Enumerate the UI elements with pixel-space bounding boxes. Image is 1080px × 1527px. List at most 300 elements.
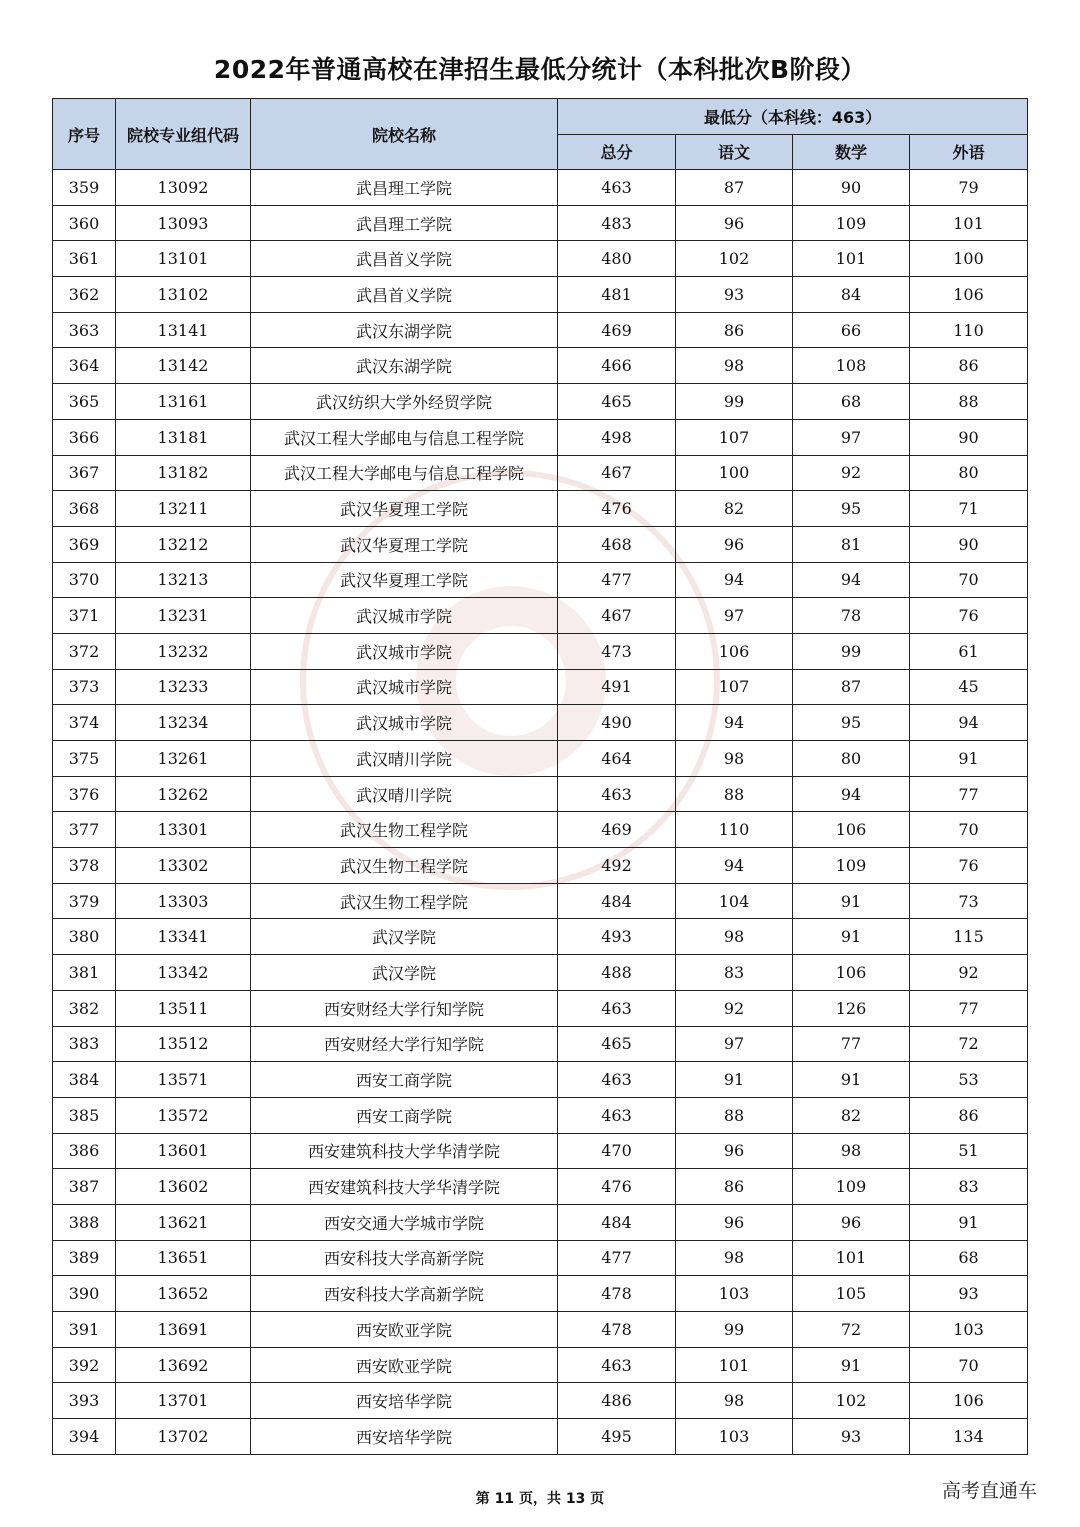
cell-math: 91	[793, 1347, 910, 1383]
cell-school: 西安财经大学行知学院	[251, 990, 558, 1026]
cell-math: 94	[793, 562, 910, 598]
cell-seq: 366	[53, 419, 116, 455]
cell-seq: 367	[53, 455, 116, 491]
cell-seq: 371	[53, 598, 116, 634]
cell-seq: 365	[53, 384, 116, 420]
cell-chinese: 87	[676, 170, 793, 206]
cell-school: 武汉生物工程学院	[251, 848, 558, 884]
cell-chinese: 106	[676, 633, 793, 669]
cell-foreign: 76	[910, 598, 1028, 634]
cell-total: 478	[558, 1312, 676, 1348]
cell-total: 477	[558, 562, 676, 598]
cell-chinese: 107	[676, 669, 793, 705]
cell-seq: 368	[53, 491, 116, 527]
table-row	[53, 170, 1028, 206]
cell-seq: 382	[53, 990, 116, 1026]
cell-code: 13303	[116, 883, 251, 919]
cell-math: 106	[793, 812, 910, 848]
cell-chinese: 94	[676, 705, 793, 741]
cell-school: 武汉城市学院	[251, 598, 558, 634]
cell-math: 105	[793, 1276, 910, 1312]
cell-total: 469	[558, 312, 676, 348]
cell-chinese: 104	[676, 883, 793, 919]
cell-school: 武汉城市学院	[251, 669, 558, 705]
table-row	[53, 491, 1028, 527]
table-row	[53, 562, 1028, 598]
cell-code: 13601	[116, 1133, 251, 1169]
cell-total: 465	[558, 1026, 676, 1062]
cell-school: 西安科技大学高新学院	[251, 1240, 558, 1276]
cell-math: 93	[793, 1419, 910, 1455]
cell-total: 465	[558, 384, 676, 420]
cell-math: 77	[793, 1026, 910, 1062]
cell-math: 97	[793, 419, 910, 455]
cell-school: 武汉晴川学院	[251, 741, 558, 777]
cell-code: 13092	[116, 170, 251, 206]
cell-math: 106	[793, 955, 910, 991]
table-row	[53, 598, 1028, 634]
cell-total: 488	[558, 955, 676, 991]
header-math: 数学	[793, 134, 910, 170]
score-table	[52, 98, 1028, 1455]
cell-chinese: 103	[676, 1419, 793, 1455]
table-row	[53, 1347, 1028, 1383]
cell-foreign: 91	[910, 741, 1028, 777]
cell-chinese: 98	[676, 1240, 793, 1276]
header-foreign: 外语	[910, 134, 1028, 170]
cell-school: 武汉学院	[251, 955, 558, 991]
cell-code: 13234	[116, 705, 251, 741]
cell-foreign: 76	[910, 848, 1028, 884]
cell-math: 95	[793, 705, 910, 741]
cell-math: 109	[793, 848, 910, 884]
cell-math: 95	[793, 491, 910, 527]
cell-school: 武汉华夏理工学院	[251, 526, 558, 562]
cell-foreign: 73	[910, 883, 1028, 919]
cell-code: 13511	[116, 990, 251, 1026]
cell-school: 武汉东湖学院	[251, 312, 558, 348]
cell-foreign: 71	[910, 491, 1028, 527]
cell-total: 495	[558, 1419, 676, 1455]
cell-code: 13093	[116, 205, 251, 241]
cell-chinese: 103	[676, 1276, 793, 1312]
cell-foreign: 93	[910, 1276, 1028, 1312]
cell-seq: 364	[53, 348, 116, 384]
header-school: 院校名称	[251, 99, 558, 170]
cell-school: 武汉东湖学院	[251, 348, 558, 384]
cell-school: 西安培华学院	[251, 1383, 558, 1419]
table-row	[53, 955, 1028, 991]
cell-code: 13142	[116, 348, 251, 384]
cell-total: 477	[558, 1240, 676, 1276]
cell-seq: 392	[53, 1347, 116, 1383]
cell-seq: 378	[53, 848, 116, 884]
cell-chinese: 86	[676, 1169, 793, 1205]
cell-foreign: 70	[910, 812, 1028, 848]
cell-foreign: 134	[910, 1419, 1028, 1455]
cell-school: 武汉学院	[251, 919, 558, 955]
cell-total: 484	[558, 1204, 676, 1240]
cell-math: 126	[793, 990, 910, 1026]
cell-seq: 385	[53, 1097, 116, 1133]
header-total: 总分	[558, 134, 676, 170]
table-row	[53, 812, 1028, 848]
cell-school: 武汉工程大学邮电与信息工程学院	[251, 455, 558, 491]
cell-seq: 361	[53, 241, 116, 277]
cell-foreign: 101	[910, 205, 1028, 241]
cell-seq: 372	[53, 633, 116, 669]
cell-seq: 359	[53, 170, 116, 206]
cell-total: 463	[558, 1062, 676, 1098]
table-row	[53, 241, 1028, 277]
cell-foreign: 100	[910, 241, 1028, 277]
cell-school: 武汉城市学院	[251, 633, 558, 669]
cell-code: 13692	[116, 1347, 251, 1383]
cell-code: 13161	[116, 384, 251, 420]
cell-math: 99	[793, 633, 910, 669]
cell-foreign: 115	[910, 919, 1028, 955]
cell-code: 13691	[116, 1312, 251, 1348]
header-code: 院校专业组代码	[116, 99, 251, 170]
cell-chinese: 110	[676, 812, 793, 848]
cell-foreign: 90	[910, 526, 1028, 562]
header-seq: 序号	[53, 99, 116, 170]
cell-seq: 388	[53, 1204, 116, 1240]
cell-total: 463	[558, 1347, 676, 1383]
cell-math: 90	[793, 170, 910, 206]
cell-school: 西安建筑科技大学华清学院	[251, 1133, 558, 1169]
cell-chinese: 88	[676, 1097, 793, 1133]
cell-seq: 375	[53, 741, 116, 777]
cell-total: 484	[558, 883, 676, 919]
cell-school: 西安工商学院	[251, 1062, 558, 1098]
cell-code: 13572	[116, 1097, 251, 1133]
cell-school: 西安交通大学城市学院	[251, 1204, 558, 1240]
table-row	[53, 455, 1028, 491]
cell-code: 13232	[116, 633, 251, 669]
cell-total: 464	[558, 741, 676, 777]
cell-foreign: 103	[910, 1312, 1028, 1348]
cell-foreign: 70	[910, 562, 1028, 598]
cell-foreign: 61	[910, 633, 1028, 669]
cell-foreign: 88	[910, 384, 1028, 420]
cell-code: 13702	[116, 1419, 251, 1455]
cell-math: 109	[793, 205, 910, 241]
header-min-score-group: 最低分（本科线：463）	[558, 99, 1028, 135]
table-row	[53, 883, 1028, 919]
cell-code: 13212	[116, 526, 251, 562]
cell-total: 483	[558, 205, 676, 241]
cell-seq: 387	[53, 1169, 116, 1205]
cell-total: 469	[558, 812, 676, 848]
cell-chinese: 86	[676, 312, 793, 348]
cell-code: 13182	[116, 455, 251, 491]
cell-seq: 389	[53, 1240, 116, 1276]
table-row	[53, 848, 1028, 884]
table-row	[53, 1169, 1028, 1205]
brand-watermark-text: 高考直通车	[942, 1480, 1038, 1502]
cell-math: 91	[793, 883, 910, 919]
cell-school: 武昌理工学院	[251, 170, 558, 206]
cell-math: 92	[793, 455, 910, 491]
cell-chinese: 91	[676, 1062, 793, 1098]
cell-code: 13301	[116, 812, 251, 848]
cell-seq: 383	[53, 1026, 116, 1062]
cell-chinese: 98	[676, 919, 793, 955]
cell-chinese: 94	[676, 562, 793, 598]
table-row	[53, 1419, 1028, 1455]
table-row	[53, 1312, 1028, 1348]
cell-school: 武汉生物工程学院	[251, 883, 558, 919]
cell-chinese: 107	[676, 419, 793, 455]
cell-seq: 373	[53, 669, 116, 705]
cell-chinese: 96	[676, 526, 793, 562]
cell-total: 498	[558, 419, 676, 455]
cell-total: 476	[558, 1169, 676, 1205]
cell-code: 13342	[116, 955, 251, 991]
cell-total: 481	[558, 277, 676, 313]
cell-math: 94	[793, 776, 910, 812]
cell-school: 武汉生物工程学院	[251, 812, 558, 848]
cell-code: 13181	[116, 419, 251, 455]
cell-school: 武昌首义学院	[251, 241, 558, 277]
cell-math: 66	[793, 312, 910, 348]
cell-code: 13101	[116, 241, 251, 277]
cell-math: 82	[793, 1097, 910, 1133]
cell-code: 13621	[116, 1204, 251, 1240]
cell-code: 13652	[116, 1276, 251, 1312]
cell-seq: 379	[53, 883, 116, 919]
cell-seq: 386	[53, 1133, 116, 1169]
table-row	[53, 205, 1028, 241]
cell-seq: 370	[53, 562, 116, 598]
cell-foreign: 80	[910, 455, 1028, 491]
cell-foreign: 110	[910, 312, 1028, 348]
cell-total: 467	[558, 598, 676, 634]
cell-foreign: 92	[910, 955, 1028, 991]
cell-total: 480	[558, 241, 676, 277]
cell-chinese: 99	[676, 384, 793, 420]
cell-school: 武昌首义学院	[251, 277, 558, 313]
cell-foreign: 91	[910, 1204, 1028, 1240]
cell-chinese: 96	[676, 205, 793, 241]
cell-foreign: 77	[910, 776, 1028, 812]
cell-chinese: 101	[676, 1347, 793, 1383]
cell-school: 武汉华夏理工学院	[251, 562, 558, 598]
cell-code: 13602	[116, 1169, 251, 1205]
cell-foreign: 90	[910, 419, 1028, 455]
table-row	[53, 1383, 1028, 1419]
table-row	[53, 990, 1028, 1026]
cell-foreign: 77	[910, 990, 1028, 1026]
cell-code: 13262	[116, 776, 251, 812]
cell-foreign: 83	[910, 1169, 1028, 1205]
cell-math: 87	[793, 669, 910, 705]
cell-chinese: 98	[676, 1383, 793, 1419]
table-row	[53, 1026, 1028, 1062]
table-row	[53, 419, 1028, 455]
cell-total: 476	[558, 491, 676, 527]
cell-total: 478	[558, 1276, 676, 1312]
cell-total: 492	[558, 848, 676, 884]
cell-school: 西安科技大学高新学院	[251, 1276, 558, 1312]
cell-seq: 394	[53, 1419, 116, 1455]
cell-code: 13701	[116, 1383, 251, 1419]
cell-total: 463	[558, 1097, 676, 1133]
cell-school: 西安建筑科技大学华清学院	[251, 1169, 558, 1205]
cell-seq: 391	[53, 1312, 116, 1348]
cell-foreign: 53	[910, 1062, 1028, 1098]
cell-code: 13231	[116, 598, 251, 634]
cell-chinese: 88	[676, 776, 793, 812]
table-row	[53, 1097, 1028, 1133]
cell-seq: 369	[53, 526, 116, 562]
cell-foreign: 45	[910, 669, 1028, 705]
cell-math: 80	[793, 741, 910, 777]
cell-school: 西安工商学院	[251, 1097, 558, 1133]
cell-chinese: 97	[676, 598, 793, 634]
table-row	[53, 776, 1028, 812]
cell-foreign: 51	[910, 1133, 1028, 1169]
table-row	[53, 1204, 1028, 1240]
cell-foreign: 86	[910, 1097, 1028, 1133]
cell-seq: 381	[53, 955, 116, 991]
cell-school: 西安财经大学行知学院	[251, 1026, 558, 1062]
cell-chinese: 83	[676, 955, 793, 991]
table-row	[53, 526, 1028, 562]
cell-code: 13302	[116, 848, 251, 884]
cell-chinese: 82	[676, 491, 793, 527]
cell-code: 13341	[116, 919, 251, 955]
cell-total: 491	[558, 669, 676, 705]
cell-school: 武昌理工学院	[251, 205, 558, 241]
cell-chinese: 96	[676, 1204, 793, 1240]
table-row	[53, 705, 1028, 741]
cell-chinese: 100	[676, 455, 793, 491]
cell-code: 13651	[116, 1240, 251, 1276]
cell-math: 91	[793, 919, 910, 955]
cell-math: 81	[793, 526, 910, 562]
cell-foreign: 70	[910, 1347, 1028, 1383]
cell-math: 108	[793, 348, 910, 384]
cell-seq: 374	[53, 705, 116, 741]
cell-math: 98	[793, 1133, 910, 1169]
table-row	[53, 669, 1028, 705]
cell-school: 西安培华学院	[251, 1419, 558, 1455]
cell-math: 68	[793, 384, 910, 420]
cell-school: 武汉华夏理工学院	[251, 491, 558, 527]
cell-chinese: 98	[676, 741, 793, 777]
cell-math: 91	[793, 1062, 910, 1098]
table-row	[53, 1062, 1028, 1098]
page-footer: 第 11 页，共 13 页	[475, 1491, 605, 1507]
cell-school: 武汉纺织大学外经贸学院	[251, 384, 558, 420]
cell-total: 473	[558, 633, 676, 669]
cell-total: 467	[558, 455, 676, 491]
table-row	[53, 1240, 1028, 1276]
cell-math: 101	[793, 1240, 910, 1276]
cell-total: 463	[558, 776, 676, 812]
cell-seq: 363	[53, 312, 116, 348]
cell-chinese: 94	[676, 848, 793, 884]
table-row	[53, 919, 1028, 955]
cell-math: 96	[793, 1204, 910, 1240]
cell-foreign: 106	[910, 1383, 1028, 1419]
cell-chinese: 98	[676, 348, 793, 384]
cell-foreign: 106	[910, 277, 1028, 313]
cell-code: 13102	[116, 277, 251, 313]
cell-code: 13233	[116, 669, 251, 705]
cell-foreign: 68	[910, 1240, 1028, 1276]
table-row	[53, 741, 1028, 777]
cell-seq: 384	[53, 1062, 116, 1098]
cell-school: 武汉晴川学院	[251, 776, 558, 812]
cell-seq: 380	[53, 919, 116, 955]
cell-school: 武汉工程大学邮电与信息工程学院	[251, 419, 558, 455]
table-row	[53, 312, 1028, 348]
table-row	[53, 277, 1028, 313]
cell-math: 109	[793, 1169, 910, 1205]
cell-seq: 362	[53, 277, 116, 313]
cell-total: 463	[558, 170, 676, 206]
cell-code: 13571	[116, 1062, 251, 1098]
table-row	[53, 384, 1028, 420]
cell-total: 466	[558, 348, 676, 384]
cell-school: 西安欧亚学院	[251, 1347, 558, 1383]
cell-total: 490	[558, 705, 676, 741]
table-row	[53, 1276, 1028, 1312]
table-row	[53, 348, 1028, 384]
cell-foreign: 72	[910, 1026, 1028, 1062]
cell-chinese: 99	[676, 1312, 793, 1348]
cell-seq: 390	[53, 1276, 116, 1312]
cell-foreign: 94	[910, 705, 1028, 741]
cell-math: 78	[793, 598, 910, 634]
cell-chinese: 96	[676, 1133, 793, 1169]
header-chinese: 语文	[676, 134, 793, 170]
cell-math: 102	[793, 1383, 910, 1419]
cell-code: 13141	[116, 312, 251, 348]
cell-foreign: 79	[910, 170, 1028, 206]
cell-math: 84	[793, 277, 910, 313]
table-row	[53, 633, 1028, 669]
cell-total: 468	[558, 526, 676, 562]
cell-total: 486	[558, 1383, 676, 1419]
cell-foreign: 86	[910, 348, 1028, 384]
cell-chinese: 93	[676, 277, 793, 313]
cell-code: 13211	[116, 491, 251, 527]
cell-code: 13261	[116, 741, 251, 777]
cell-seq: 376	[53, 776, 116, 812]
cell-seq: 393	[53, 1383, 116, 1419]
cell-seq: 377	[53, 812, 116, 848]
cell-chinese: 97	[676, 1026, 793, 1062]
table-body	[53, 170, 1028, 1455]
cell-school: 武汉城市学院	[251, 705, 558, 741]
table-row	[53, 1133, 1028, 1169]
cell-school: 西安欧亚学院	[251, 1312, 558, 1348]
cell-total: 463	[558, 990, 676, 1026]
page-title: 2022年普通高校在津招生最低分统计（本科批次B阶段）	[213, 55, 867, 84]
cell-total: 470	[558, 1133, 676, 1169]
cell-chinese: 102	[676, 241, 793, 277]
cell-math: 101	[793, 241, 910, 277]
cell-code: 13213	[116, 562, 251, 598]
cell-code: 13512	[116, 1026, 251, 1062]
cell-math: 72	[793, 1312, 910, 1348]
cell-total: 493	[558, 919, 676, 955]
cell-chinese: 92	[676, 990, 793, 1026]
